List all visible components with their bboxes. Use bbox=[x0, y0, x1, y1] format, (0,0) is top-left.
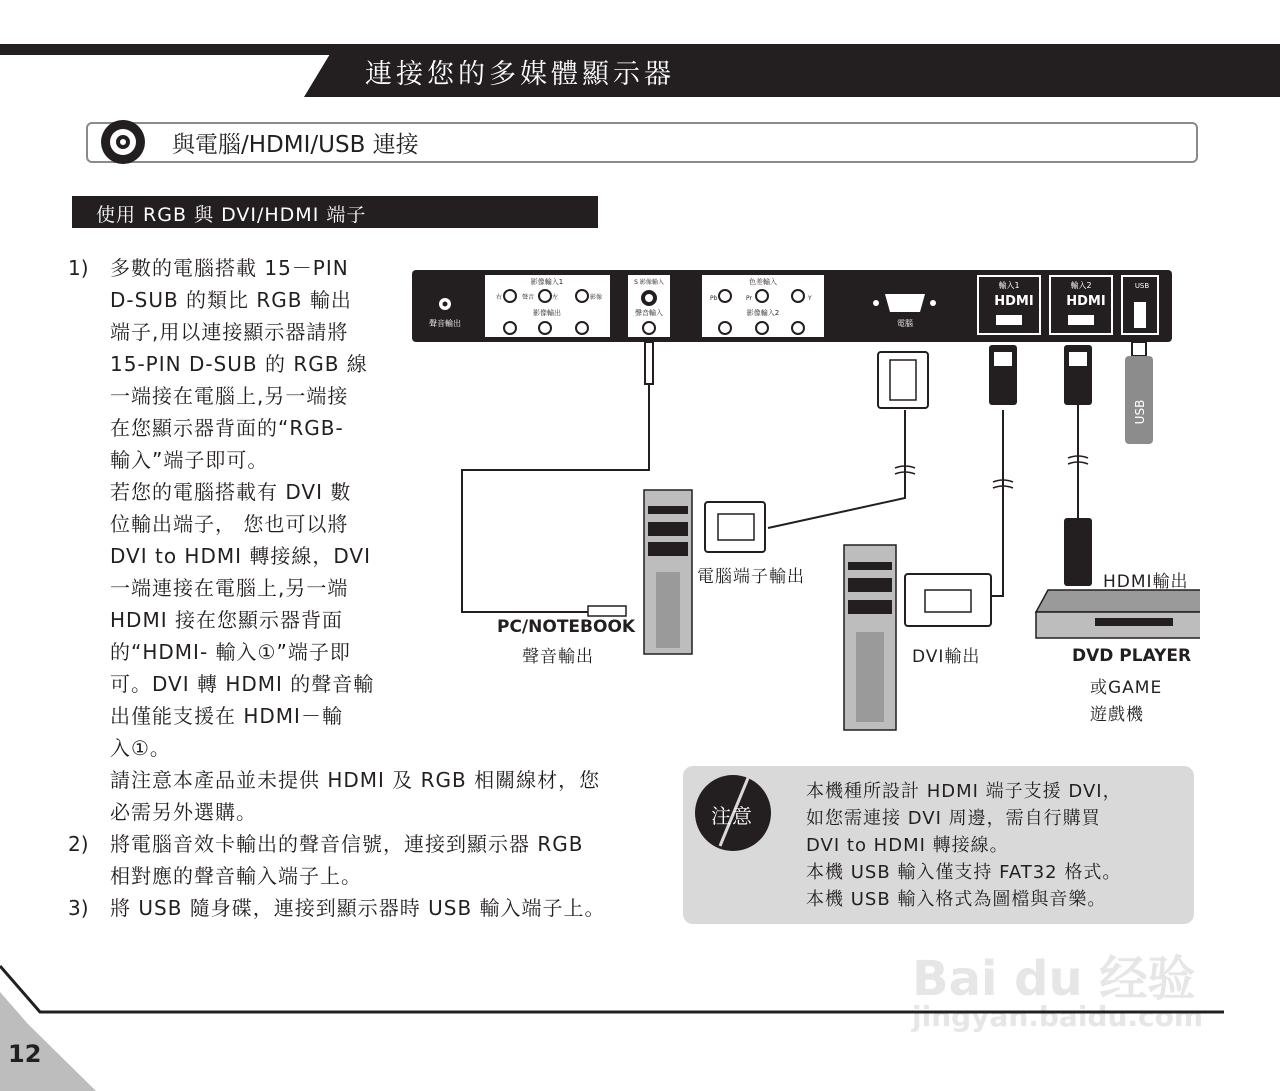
hdmi1-port bbox=[996, 315, 1022, 325]
pb-label: Pb bbox=[710, 295, 718, 302]
vga-plug-pc bbox=[705, 502, 765, 552]
note-line: DVI to HDMI 轉接線。 bbox=[806, 835, 1009, 856]
note-line: 本機種所設計 HDMI 端子支援 DVI， bbox=[806, 781, 1122, 802]
note-text bbox=[806, 778, 1122, 913]
pc-port-out-label: 電腦端子輸出 bbox=[697, 567, 805, 587]
connection-diagram bbox=[400, 260, 1200, 740]
pc-tower-2 bbox=[844, 545, 896, 730]
instruction-line: D-SUB 的類比 RGB 輸出 bbox=[110, 288, 352, 312]
dvi-out-label: DVI輸出 bbox=[912, 647, 981, 667]
note-badge: 注意 bbox=[711, 804, 753, 828]
instruction-item-3 bbox=[110, 892, 606, 924]
watermark-url: jingyan.baidu.com bbox=[912, 1000, 1204, 1033]
dvi-hdmi-cable bbox=[992, 410, 1003, 596]
dvi-plug-pc bbox=[905, 574, 991, 626]
instruction-line: 入①。 bbox=[110, 736, 171, 760]
target-icon bbox=[95, 117, 155, 167]
video-in1-label: 影像輸入1 bbox=[530, 278, 564, 286]
instruction-line: 請注意本產品並未提供 HDMI 及 RGB 相關線材，您 bbox=[110, 768, 601, 792]
dvd-player-label: DVD PLAYER bbox=[1072, 646, 1192, 666]
instruction-line: 輸入”端子即可。 bbox=[110, 448, 269, 472]
pc-notebook-label: PC/NOTEBOOK bbox=[497, 617, 636, 637]
video-out-label: 影像輸出 bbox=[533, 309, 561, 317]
page-title: 連接您的多媒體顯示器 bbox=[365, 59, 675, 90]
audio-cable bbox=[462, 348, 649, 612]
vga-port bbox=[885, 294, 925, 312]
hdmi1-text: HDMI bbox=[994, 294, 1034, 309]
hdmi2-text: HDMI bbox=[1066, 294, 1106, 309]
audio-in-label: 聲音輸入 bbox=[635, 309, 663, 317]
instruction-line: DVI to HDMI 轉接線，DVI bbox=[110, 544, 372, 568]
usb-stick-label: USB bbox=[1133, 399, 1147, 425]
s-video-label: S 影像輸入 bbox=[634, 279, 664, 286]
hdmi-out-label: HDMI輸出 bbox=[1103, 572, 1189, 592]
component-in-label: 色差輸入 bbox=[749, 278, 777, 286]
item-number-1: 1) bbox=[68, 256, 89, 280]
instruction-line: HDMI 接在您顯示器背面 bbox=[110, 608, 343, 632]
pc-audio-out-label: 聲音輸出 bbox=[522, 647, 594, 667]
section-title: 與電腦/HDMI/USB 連接 bbox=[172, 132, 419, 158]
usb-port bbox=[1134, 302, 1146, 328]
footer-graphic bbox=[0, 960, 1280, 1091]
game-label-2: 遊戲機 bbox=[1090, 705, 1144, 725]
item-number-2: 2) bbox=[68, 832, 89, 856]
instruction-line: 必需另外選購。 bbox=[110, 800, 257, 824]
left-label: 左 bbox=[552, 294, 559, 301]
dvd-player bbox=[1036, 590, 1200, 638]
audio-plug-top bbox=[645, 342, 653, 384]
hdmi2-port bbox=[1068, 315, 1094, 325]
video-label: 影像 bbox=[590, 294, 603, 301]
y-label: Y bbox=[808, 295, 812, 302]
usb-header: USB bbox=[1134, 282, 1150, 290]
audio-plug-pc bbox=[588, 606, 626, 616]
note-line: 本機 USB 輸入僅支持 FAT32 格式。 bbox=[806, 862, 1122, 883]
instruction-line: 相對應的聲音輸入端子上。 bbox=[110, 864, 362, 888]
audio-label: 聲音 bbox=[522, 294, 535, 301]
instruction-line: 多數的電腦搭載 15－PIN bbox=[110, 256, 349, 280]
instruction-line: 若您的電腦搭載有 DVI 數 bbox=[110, 480, 352, 504]
instruction-line: 一端接在電腦上,另一端接 bbox=[110, 384, 349, 408]
instruction-line: 在您顯示器背面的“RGB- bbox=[110, 416, 344, 440]
note-line: 本機 USB 輸入格式為圖檔與音樂。 bbox=[806, 889, 1107, 910]
note-line: 如您需連接 DVI 周邊，需自行購買 bbox=[806, 808, 1101, 829]
instruction-line: 將 USB 隨身碟，連接到顯示器時 USB 輸入端子上。 bbox=[110, 896, 606, 920]
instruction-line: 可。DVI 轉 HDMI 的聲音輸 bbox=[110, 672, 375, 696]
subsection-title: 使用 RGB 與 DVI/HDMI 端子 bbox=[96, 204, 367, 226]
item-number-3: 3) bbox=[68, 896, 89, 920]
instruction-line: 將電腦音效卡輸出的聲音信號，連接到顯示器 RGB bbox=[110, 832, 584, 856]
hdmi1-header: 輸入1 bbox=[998, 281, 1020, 290]
pc-tower-1 bbox=[644, 490, 692, 654]
pr-label: Pr bbox=[746, 295, 752, 302]
instruction-line: 的“HDMI- 輸入①”端子即 bbox=[110, 640, 351, 664]
instruction-line: 端子,用以連接顯示器請將 bbox=[110, 320, 349, 344]
instruction-line: 一端連接在電腦上,另一端 bbox=[110, 576, 349, 600]
video-in2-label: 影像輸入2 bbox=[746, 309, 780, 317]
instruction-line: 位輸出端子， 您也可以將 bbox=[110, 512, 349, 536]
game-label-1: 或GAME bbox=[1090, 678, 1163, 698]
instruction-line: 出僅能支援在 HDMI－輸 bbox=[110, 704, 343, 728]
right-label: 右 bbox=[496, 294, 503, 301]
pc-label: 電腦 bbox=[897, 319, 913, 328]
watermark-brand: Bai du 经验 bbox=[912, 951, 1196, 1007]
audio-out-label: 聲音輸出 bbox=[429, 319, 461, 328]
hdmi-plug-dvd bbox=[1064, 518, 1092, 586]
page-number: 12 bbox=[8, 1040, 42, 1068]
hdmi2-header: 輸入2 bbox=[1070, 281, 1092, 290]
instruction-line: 15-PIN D-SUB 的 RGB 線 bbox=[110, 352, 368, 376]
instruction-item-2 bbox=[110, 828, 583, 892]
vga-cable bbox=[768, 410, 905, 528]
